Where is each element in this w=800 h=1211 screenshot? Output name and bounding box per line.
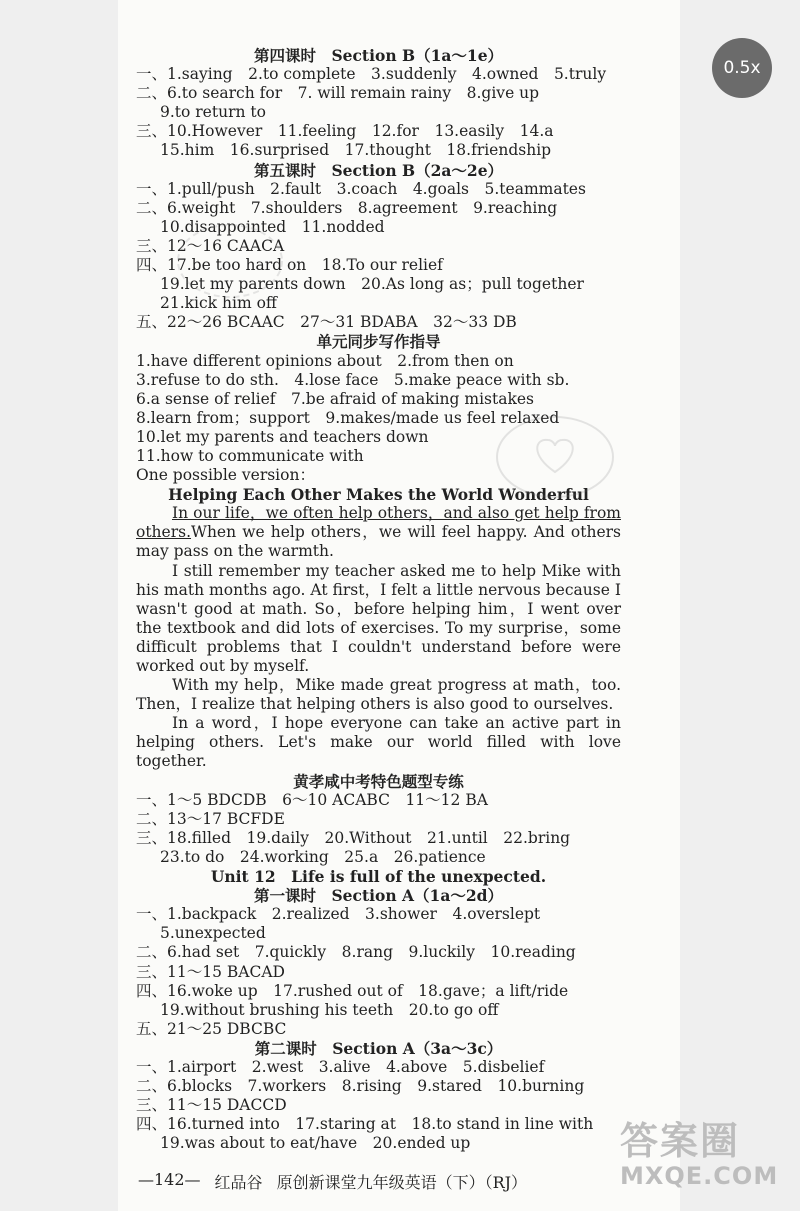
footer-book-title: 原创新课堂九年级英语（下）（RJ） — [276, 1173, 528, 1192]
section-heading: 黄孝咸中考特色题型专练 — [293, 771, 464, 791]
essay-paragraph-4: In a word，I hope everyone can take an active part in helping others. Let's make our world filled with love together. — [136, 714, 621, 771]
answer-line: 一、1.backpack 2.realized 3.shower 4.overslept — [136, 905, 541, 924]
answer-line: 10.disappointed 11.nodded — [160, 217, 385, 236]
answer-line: 三、11～15 DACCD — [136, 1096, 287, 1115]
watermark-url: MXQE.COM — [620, 1162, 779, 1190]
answer-line: 一、1～5 BDCDB 6～10 ACABC 11～12 BA — [136, 790, 488, 809]
essay-paragraph-1-underlined: In our life，we often help others，and also get help from others. — [136, 504, 621, 542]
essay-paragraph-2: I still remember my teacher asked me to help Mike with his math months ago. At first，I felt a little nervous because I wasn't good at math. So，before helping him，I went over the textbook and did lots of exercises. To my surprise，some difficult problems that I couldn't understand before were worked out by myself. — [136, 561, 621, 675]
answer-line: 8.learn from；support 9.makes/made us feel relaxed — [136, 408, 560, 427]
watermark-logo: 答案圈 — [620, 1119, 741, 1163]
section-heading: 第一课时 Section A（1a～2d） — [253, 886, 504, 906]
answer-line: 三、18.filled 19.daily 20.Without 21.until 22.bring — [136, 828, 571, 847]
site-watermark — [620, 1120, 790, 1205]
answer-line: 三、12～16 CAACA — [136, 236, 285, 255]
answer-line: 19.without brushing his teeth 20.to go off — [160, 1000, 499, 1019]
answer-line: 23.to do 24.working 25.a 26.patience — [160, 847, 486, 866]
answer-line: 二、13～17 BCFDE — [136, 809, 285, 828]
essay-title: Helping Each Other Makes the World Wonderful — [168, 485, 589, 505]
answer-content — [136, 46, 621, 1153]
faint-stamp-mark — [170, 216, 290, 306]
answer-line: 五、22～26 BCAAC 27～31 BDABA 32～33 DB — [136, 313, 517, 332]
answer-line: 四、16.turned into 17.staring at 18.to stand in line with — [136, 1115, 594, 1134]
page-number: —142— — [138, 1170, 201, 1189]
page-footer — [138, 1170, 527, 1193]
answer-line: 一、1.airport 2.west 3.alive 4.above 5.disbelief — [136, 1057, 545, 1076]
footer-brand: 红品谷 — [214, 1173, 263, 1192]
section-heading: 第四课时 Section B（1a～1e） — [253, 46, 504, 65]
section-heading: 单元同步写作指导 — [316, 332, 441, 352]
answers-block-2 — [136, 772, 621, 1154]
answer-line: 二、6.blocks 7.workers 8.rising 9.stared 10.burning — [136, 1077, 585, 1096]
answer-line: 四、16.woke up 17.rushed out of 18.gave；a lift/ride — [136, 981, 569, 1000]
heart-stamp-icon — [490, 410, 620, 505]
answer-line: 二、6.weight 7.shoulders 8.agreement 9.reaching — [136, 198, 558, 217]
answer-line: 一、1.pull/push 2.fault 3.coach 4.goals 5.teammates — [136, 179, 586, 198]
answer-line: 二、6.had set 7.quickly 8.rang 9.luckily 10.reading — [136, 943, 576, 962]
section-heading: Unit 12 Life is full of the unexpected. — [210, 867, 547, 887]
essay — [136, 485, 621, 771]
answer-line: 21.kick him off — [160, 294, 277, 313]
answer-line: 五、21～25 DBCBC — [136, 1019, 287, 1038]
essay-paragraph-1 — [136, 504, 621, 561]
answer-line: 19.was about to eat/have 20.ended up — [160, 1134, 471, 1153]
answer-line: 一、1.saying 2.to complete 3.suddenly 4.owned 5.truly — [136, 65, 607, 84]
essay-paragraph-1-rest: When we help others，we will feel happy. And others may pass on the warmth. — [136, 523, 621, 561]
zoom-indicator-badge[interactable]: 0.5x — [712, 38, 772, 98]
answer-line: 15.him 16.surprised 17.thought 18.friendship — [160, 141, 552, 160]
answer-line: 1.have different opinions about 2.from then on — [136, 351, 514, 370]
section-heading: 第二课时 Section A（3a～3c） — [254, 1038, 503, 1058]
answer-line: 三、11～15 BACAD — [136, 962, 285, 981]
answer-line: 三、10.However 11.feeling 12.for 13.easily 14.a — [136, 122, 554, 141]
answer-line: 11.how to communicate with — [136, 446, 364, 465]
answer-line: 9.to return to — [160, 103, 266, 122]
answer-line: 6.a sense of relief 7.be afraid of making mistakes — [136, 389, 534, 408]
answer-line: 19.let my parents down 20.As long as；pull together — [160, 275, 584, 294]
section-heading: 第五课时 Section B（2a～2e） — [253, 160, 504, 180]
answer-line: 5.unexpected — [160, 924, 266, 943]
answer-line: 10.let my parents and teachers down — [136, 427, 429, 446]
answer-line: One possible version： — [136, 466, 315, 485]
answer-line: 四、17.be too hard on 18.To our relief — [136, 256, 443, 275]
answer-line: 3.refuse to do sth. 4.lose face 5.make peace with sb. — [136, 370, 570, 389]
answer-line: 二、6.to search for 7. will remain rainy 8.give up — [136, 84, 540, 103]
essay-paragraph-3: With my help，Mike made great progress at math，too. Then，I realize that helping others is also good to ourselves. — [136, 676, 621, 714]
